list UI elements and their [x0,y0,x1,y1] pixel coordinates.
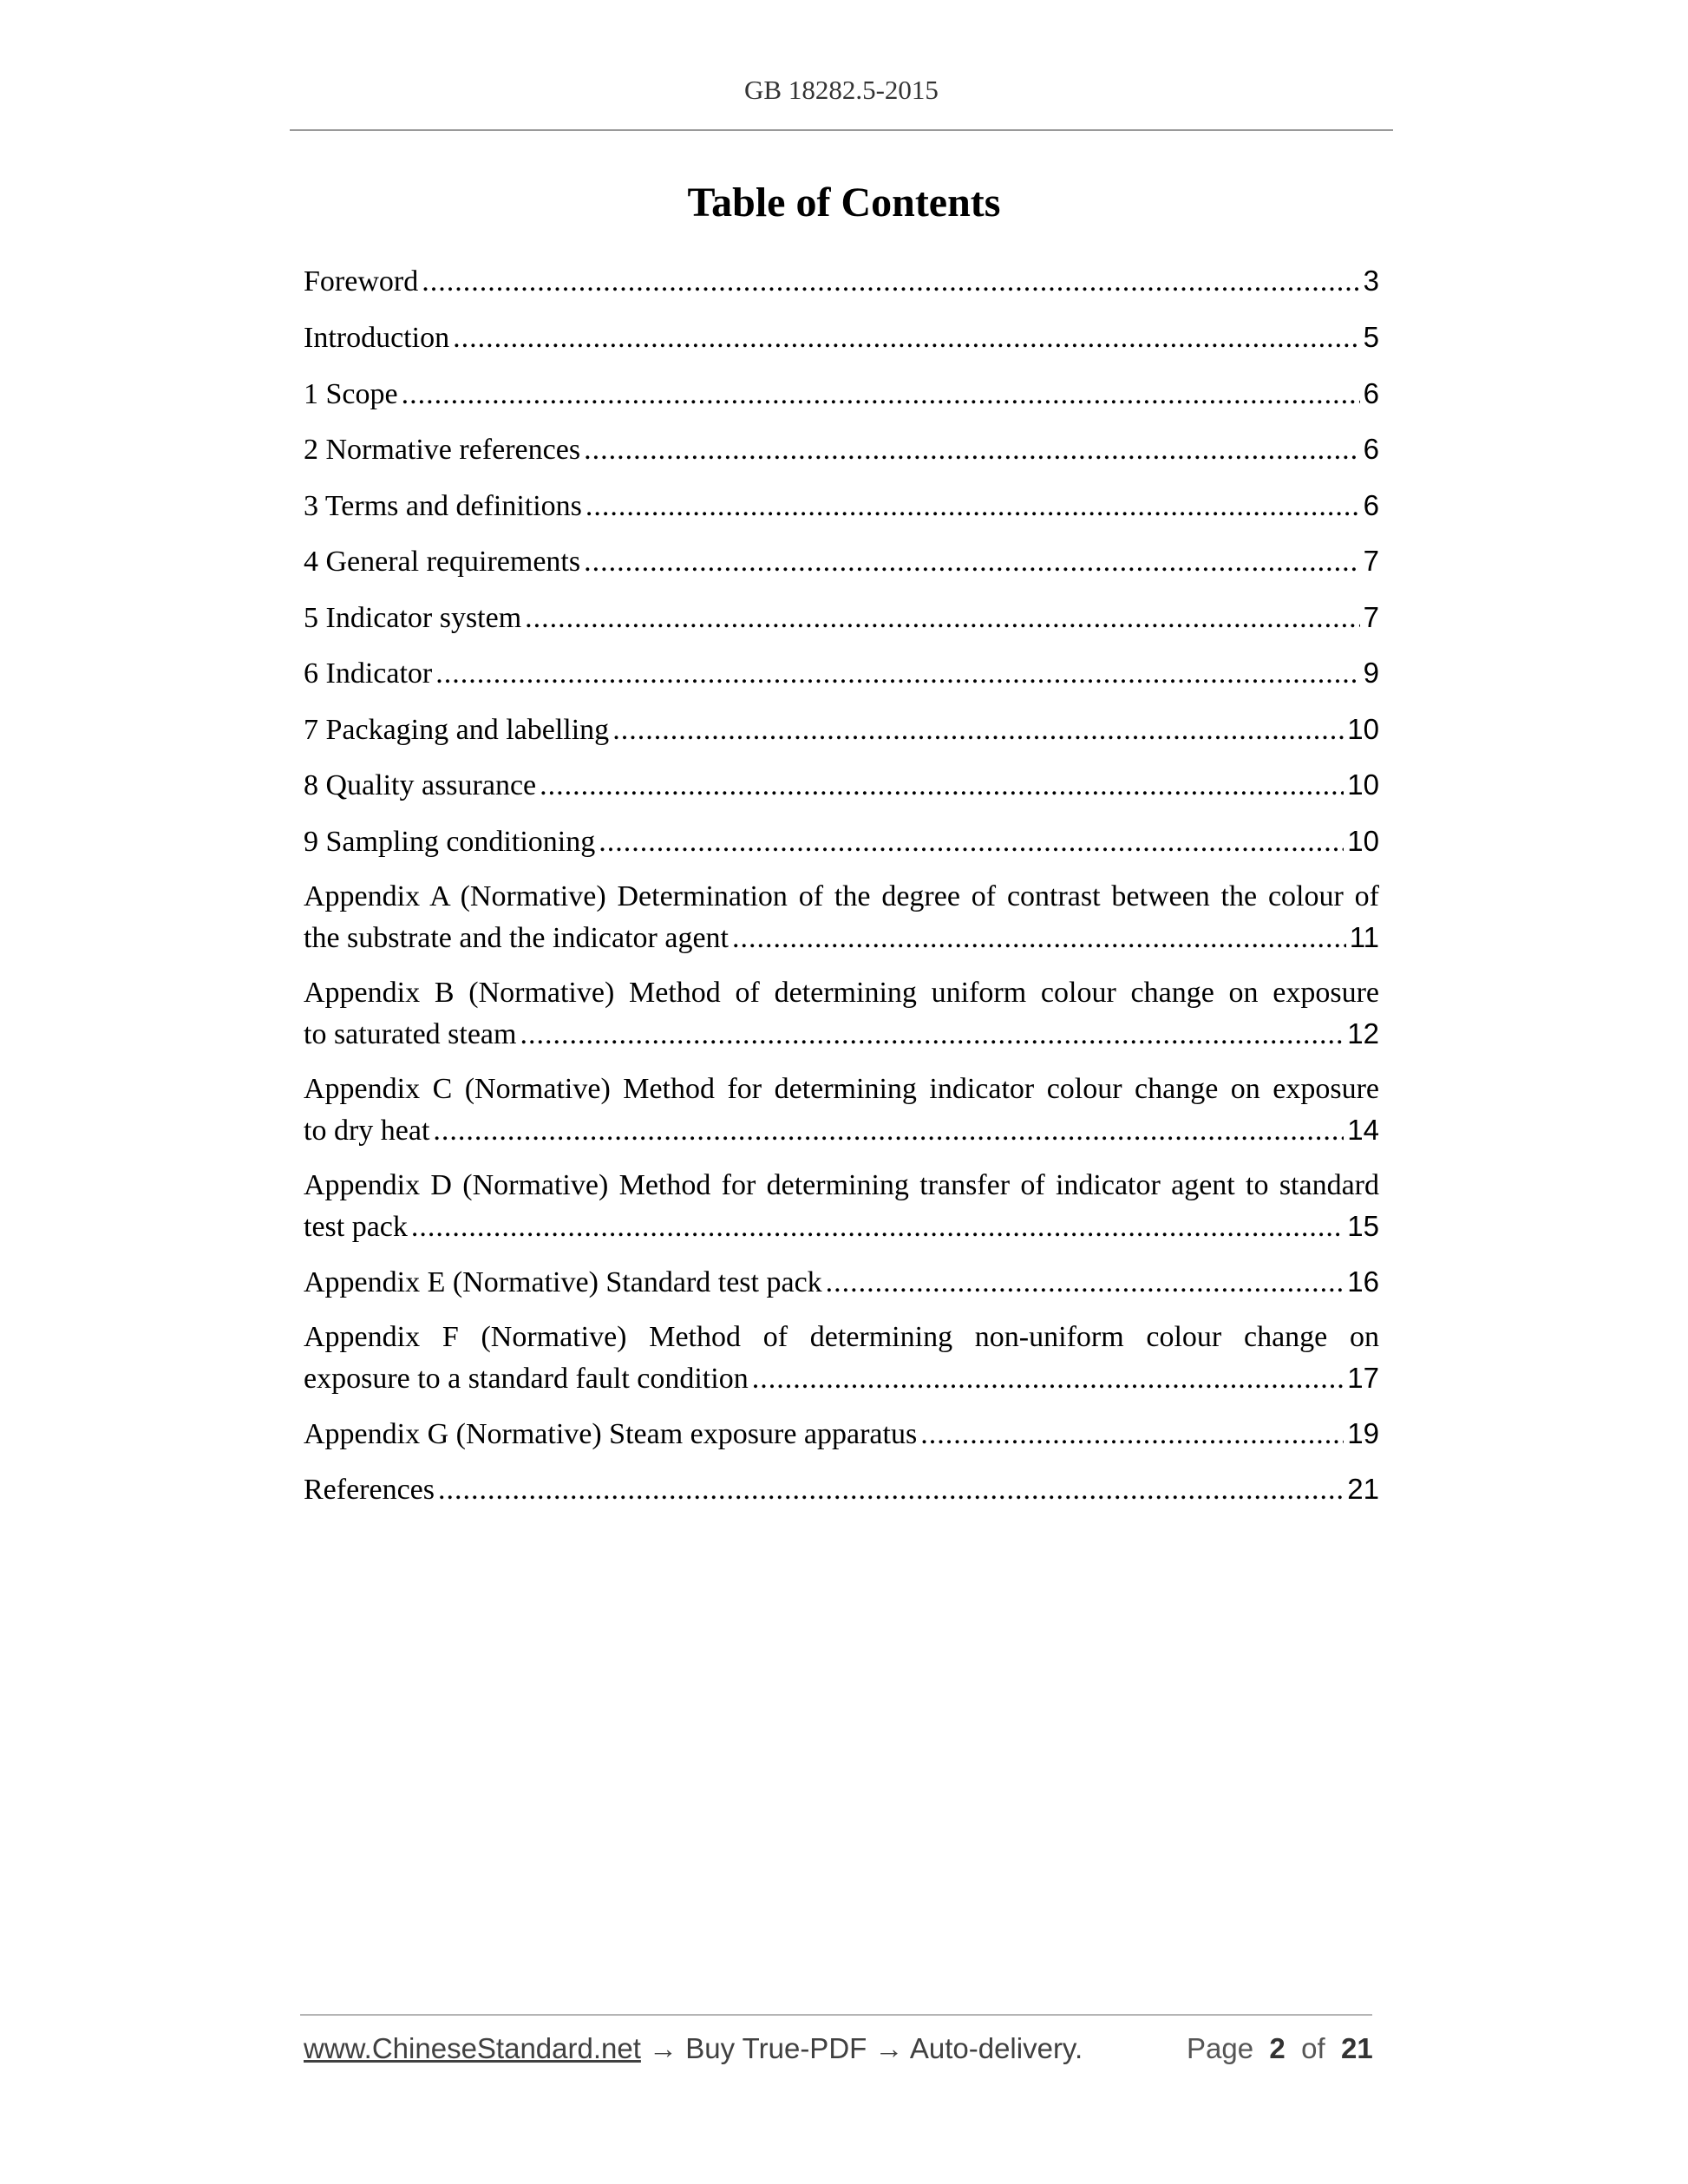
toc-page-number: 10 [1347,713,1379,745]
toc-entry-title: the substrate and the indicator agent [304,922,729,954]
toc-entry[interactable] [304,540,1379,582]
toc-page-number: 6 [1363,377,1379,409]
toc-entry[interactable] [304,373,1379,415]
dot-leader [752,1358,1345,1399]
toc-page-number: 10 [1347,768,1379,801]
toc-entry-title: 5 Indicator system [304,602,522,634]
current-page: 2 [1269,2032,1286,2064]
toc-page-number: 17 [1347,1362,1379,1394]
toc-entry[interactable] [304,1468,1379,1510]
dot-leader [525,598,1359,638]
toc-entry[interactable] [304,972,1379,1055]
toc-entry-title: 4 General requirements [304,546,581,578]
toc-page-number: 9 [1363,657,1379,689]
toc-page-number: 16 [1347,1265,1379,1298]
toc-entry[interactable] [304,1165,1379,1247]
dot-leader [422,261,1359,302]
toc-page-number: 11 [1349,921,1379,953]
toc-page-number: 21 [1347,1473,1379,1505]
dot-leader [584,541,1360,582]
page-word: Page [1187,2032,1254,2064]
toc-entry-title: test pack [304,1211,408,1243]
toc-entry-title: Appendix G (Normative) Steam exposure apparatus [304,1418,918,1450]
dot-leader [732,918,1346,958]
toc-page-number: 3 [1363,265,1379,297]
dot-leader [435,653,1359,694]
dot-leader [586,486,1360,526]
toc-page-number: 19 [1347,1417,1379,1449]
buy-text: Buy True-PDF [685,2032,867,2064]
dot-leader [599,821,1344,862]
total-pages: 21 [1341,2032,1373,2064]
dot-leader [433,1110,1344,1151]
dot-leader [612,709,1344,750]
toc-page-number: 6 [1363,433,1379,465]
toc-entry-title: 9 Sampling conditioning [304,826,596,858]
toc-page-number: 6 [1363,489,1379,521]
toc-entry[interactable] [304,764,1379,806]
page-indicator [1187,2032,1373,2065]
toc-entry-title-line: Appendix D (Normative) Method for determining transfer of indicator agent to standard [304,1169,1379,1201]
header-divider [290,129,1393,131]
toc-entry-title: Introduction [304,322,450,354]
dot-leader [520,1014,1344,1055]
arrow-right-icon: → [649,2032,678,2064]
toc-entry[interactable] [304,597,1379,638]
toc-entry-title-line: Appendix F (Normative) Method of determining non-uniform colour change on [304,1321,1379,1353]
page-title: Table of Contents [687,180,1001,226]
dot-leader [584,429,1360,470]
of-word: of [1301,2032,1325,2064]
delivery-text: Auto-delivery. [909,2032,1083,2064]
toc-page-number: 7 [1363,545,1379,577]
toc-entry-title: to dry heat [304,1115,430,1147]
toc-entry[interactable] [304,260,1379,302]
footer-left [304,2032,1083,2065]
toc-entry-title: 7 Packaging and labelling [304,714,610,746]
toc-entry[interactable] [304,428,1379,470]
toc-page-number: 15 [1347,1210,1379,1242]
arrow-right-icon: → [874,2032,904,2064]
toc-entry[interactable] [304,1317,1379,1399]
toc-page-number: 5 [1363,321,1379,353]
toc-entry[interactable] [304,1069,1379,1151]
toc-entry-title: Appendix E (Normative) Standard test pack [304,1266,822,1298]
toc-entry[interactable] [304,709,1379,750]
toc-entry-title-line: Appendix B (Normative) Method of determining uniform colour change on exposure [304,977,1379,1009]
dot-leader [411,1206,1344,1247]
dot-leader [402,374,1360,415]
dot-leader [438,1469,1344,1510]
toc-entry-title: 1 Scope [304,378,398,410]
toc-page-number: 12 [1347,1017,1379,1049]
toc-entry[interactable] [304,1261,1379,1303]
toc-page-number: 14 [1347,1114,1379,1146]
toc-entry-title: 8 Quality assurance [304,769,537,801]
toc-entry-title: 6 Indicator [304,657,433,690]
toc-entry[interactable] [304,821,1379,862]
document-id-header: GB 18282.5-2015 [744,75,939,105]
toc-entry-title-line: Appendix A (Normative) Determination of the degree of contrast between the colour of [304,880,1379,912]
dot-leader [920,1414,1344,1455]
toc-entry[interactable] [304,317,1379,358]
website-link[interactable]: www.ChineseStandard.net [304,2032,641,2064]
toc-entry-title: exposure to a standard fault condition [304,1363,749,1395]
toc-page-number: 10 [1347,825,1379,857]
toc-entry-title: 3 Terms and definitions [304,490,582,522]
toc-entry-title: References [304,1474,435,1506]
toc-entry[interactable] [304,876,1379,958]
toc-entry-title: Foreword [304,265,419,298]
toc-page-number: 7 [1363,601,1379,633]
toc-entry[interactable] [304,485,1379,526]
toc-entry-title-line: Appendix C (Normative) Method for determining indicator colour change on exposure [304,1073,1379,1105]
dot-leader [826,1262,1345,1303]
toc-entry-title: to saturated steam [304,1018,517,1050]
dot-leader [453,317,1360,358]
footer-divider [300,2014,1372,2016]
toc-entry[interactable] [304,1413,1379,1455]
toc-entry[interactable] [304,652,1379,694]
toc-entry-title: 2 Normative references [304,434,581,466]
dot-leader [540,765,1344,806]
